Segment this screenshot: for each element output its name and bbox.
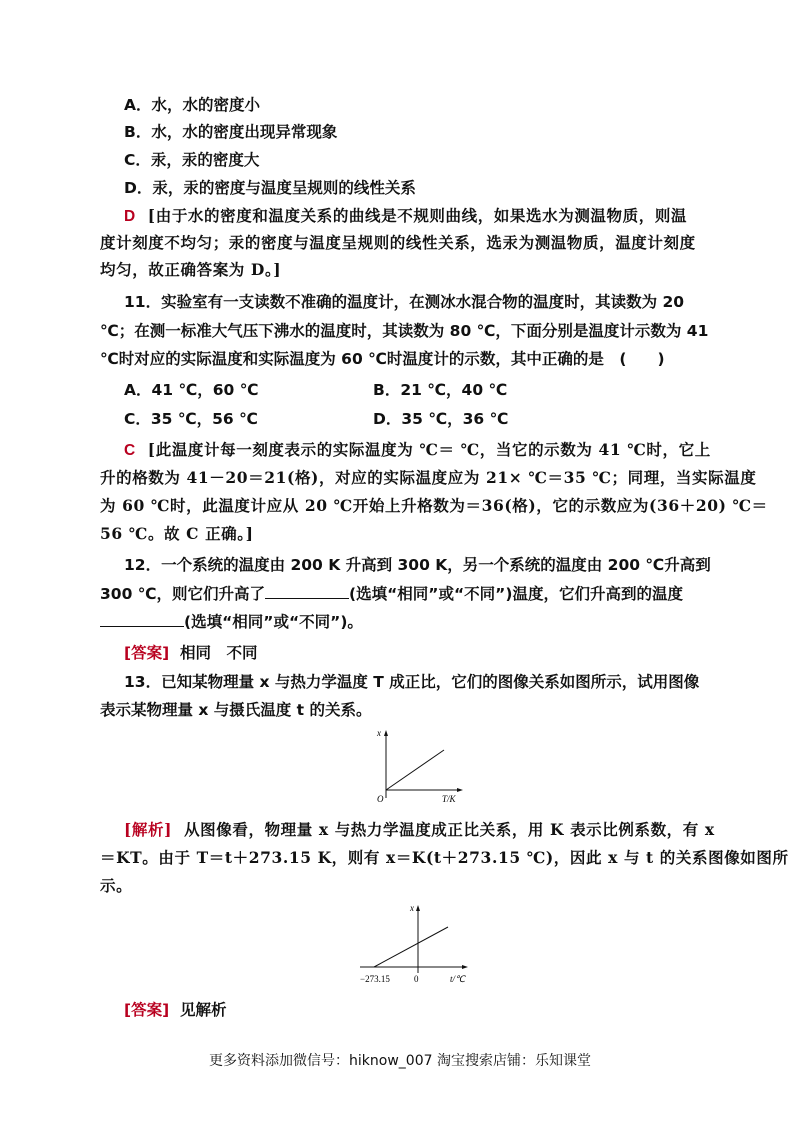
y-axis-arrow [384,730,388,736]
q13-answer-tag: [答案] [124,1001,170,1019]
q13-analysis-line1 [124,820,715,840]
q12-answer-line [124,643,257,663]
q12-answer-tag: [答案] [124,644,170,662]
q13-answer-line [124,1000,226,1020]
q13-analysis-text1: 从图像看，物理量 x 与热力学温度成正比关系，用 K 表示比例系数，有 x [184,820,715,839]
x-vs-t-graph [356,903,476,991]
graph2-zero-tick: 0 [414,974,419,984]
proportional-line [386,750,444,790]
q10-explanation-line1 [124,206,687,227]
x-axis-arrow [457,788,463,792]
q11-explanation-line4: 56 ℃。故 C 正确。] [100,524,254,543]
q13-stem-line2: 表示某物理量 x 与摄氏温度 t 的关系。 [100,701,372,719]
q10-option-a: A．水，水的密度小 [124,96,260,114]
q11-explanation-line2: 升的格数为 41－20＝21(格)，对应的实际温度应为 21× ℃＝35 ℃；同理，当实际温度 [100,468,757,487]
q11-option-b: B．21 ℃，40 ℃ [373,381,508,399]
q12-stem-line1: 12．一个系统的温度由 200 K 升高到 300 K，另一个系统的温度由 200 ℃升高到 [124,556,711,574]
q10-explanation-text1: [由于水的密度和温度关系的曲线是不规则曲线，如果选水为测温物质，则温 [147,206,688,225]
q11-option-c: C．35 ℃，56 ℃ [124,410,258,428]
graph1-y-label: x [377,728,381,738]
q12-stem-line3-b: (选填“相同”或“不同”)。 [184,613,363,631]
q12-stem-line2-b: (选填“相同”或“不同”)温度，它们升高到的温度 [349,585,683,603]
q12-stem-line3 [100,612,363,632]
q13-analysis-line2: ＝KT。由于 T＝t＋273.15 K，则有 x＝K(t＋273.15 ℃)，因此 x 与 t 的关系图像如图所 [100,848,789,867]
q11-option-a: A．41 ℃，60 ℃ [124,381,259,399]
q12-stem-line2-a: 300 ℃，则它们升高了 [100,585,266,603]
q10-option-d: D．汞，汞的密度与温度呈规则的线性关系 [124,179,416,197]
graph2-neg-tick: −273.15 [360,974,390,984]
graph2-y-label: x [410,903,414,913]
q11-stem-line1: 11．实验室有一支读数不准确的温度计，在测冰水混合物的温度时，其读数为 20 [124,293,685,311]
q10-explanation-line2: 度计刻度不均匀；汞的密度与温度呈规则的线性关系，选汞为测温物质，温度计刻度 [100,233,696,252]
q10-option-c: C．汞，汞的密度大 [124,151,260,169]
q13-analysis-line3: 示。 [100,876,133,895]
page-footer: 更多资料添加微信号：hiknow_007 淘宝搜索店铺：乐知课堂 [209,1053,591,1069]
q11-answer-letter: C [124,442,136,459]
q11-option-d: D．35 ℃，36 ℃ [373,410,509,428]
q11-explanation-line3: 为 60 ℃时，此温度计应从 20 ℃开始上升格数为＝36(格)，它的示数应为(36＋20) ℃＝ [100,496,768,515]
q10-option-b: B．水，水的密度出现异常现象 [124,123,338,141]
q12-blank-1 [265,584,349,599]
q13-analysis-tag: [解析] [124,820,173,839]
q11-explanation-line1 [124,440,711,461]
q12-stem-line2 [100,584,683,604]
linear-line [374,927,448,967]
q13-stem-line1: 13．已知某物理量 x 与热力学温度 T 成正比，它们的图像关系如图所示，试用图像 [124,673,700,691]
graph2-x-label: t/℃ [450,974,466,984]
q11-explanation-text1: [此温度计每一刻度表示的实际温度为 ℃＝ ℃，当它的示数为 41 ℃时，它上 [147,440,711,459]
x-vs-T-graph [368,728,468,808]
q12-answer-text: 相同 不同 [179,644,258,662]
q10-explanation-line3: 均匀，故正确答案为 D。] [100,260,282,279]
q11-stem-line2: ℃；在测一标准大气压下沸水的温度时，其读数为 80 ℃，下面分别是温度计示数为 41 [100,322,709,340]
q13-answer-text: 见解析 [179,1001,227,1019]
x-axis-arrow [462,965,468,969]
q12-blank-2 [100,612,184,627]
q10-answer-letter: D [124,208,136,225]
graph1-x-label: T/K [442,794,456,804]
q11-stem-line3: ℃时对应的实际温度和实际温度为 60 ℃时温度计的示数，其中正确的是 ( ) [100,350,665,368]
y-axis-arrow [416,905,420,911]
graph1-origin-label: O [377,794,384,804]
